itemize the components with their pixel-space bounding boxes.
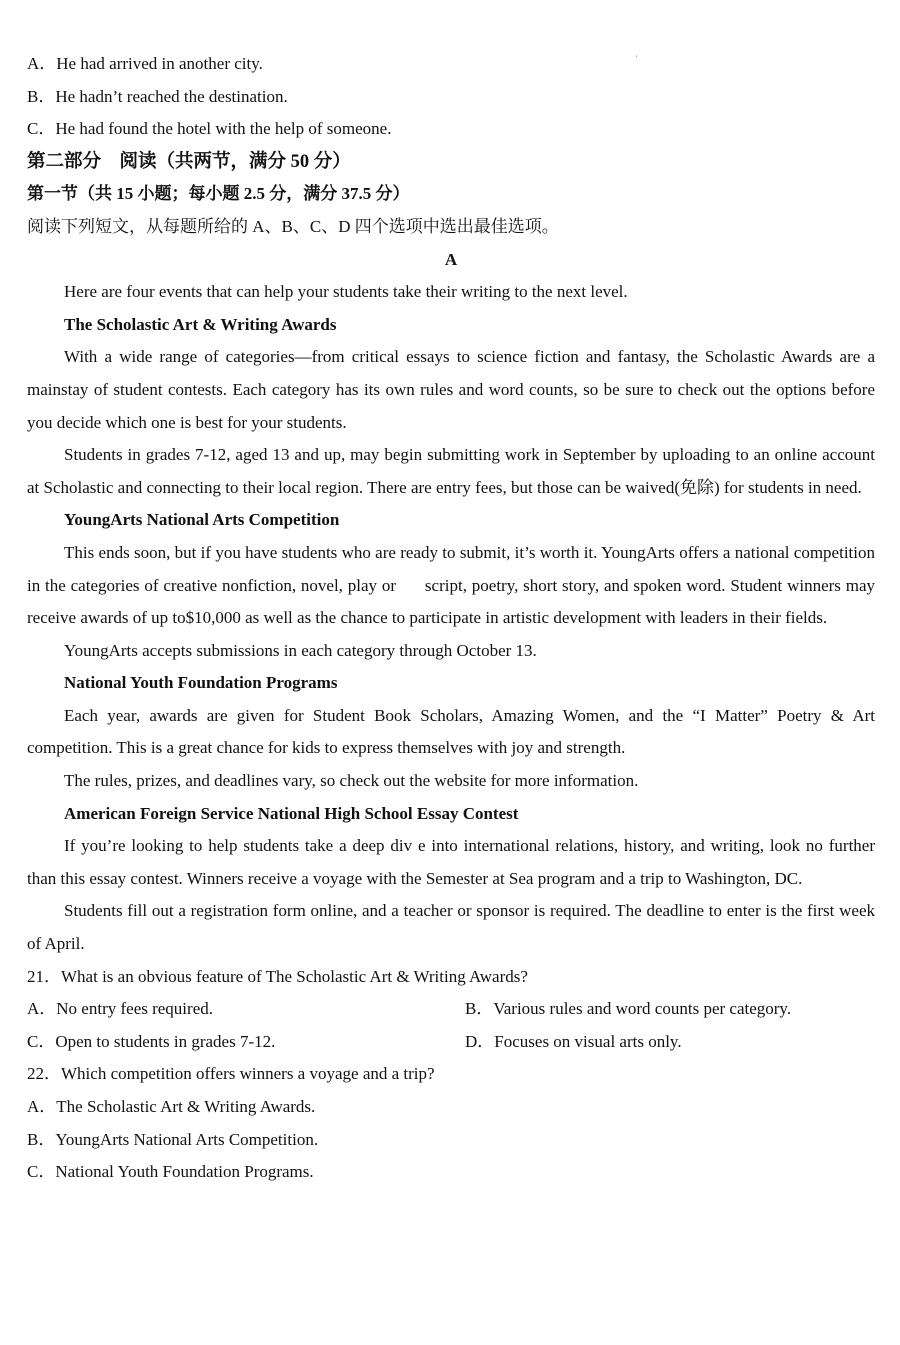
question-21-stem: 21．What is an obvious feature of The Scholastic Art & Writing Awards?: [27, 966, 528, 986]
prev-option-c: C．He had found the hotel with the help of someone.: [27, 119, 392, 139]
event-paragraph: YoungArts accepts submissions in each category through October 13.: [64, 640, 537, 660]
question-21-options-row-2: [27, 1026, 875, 1059]
event-paragraph: Students in grades 7-12, aged 13 and up, may begin submitting work in September by uploading to an online account at Scholastic and connecting to their local region. There are entry fees, but those can be waived(免除) for students in need.: [27, 445, 875, 497]
event-title-afs: American Foreign Service National High School Essay Contest: [64, 803, 519, 823]
section-title: 第二部分 阅读（共两节，满分 50 分）: [27, 151, 351, 172]
event-paragraph: Each year, awards are given for Student Book Scholars, Amazing Women, and the “I Matter” Poetry & Art competition. This is a great chance for kids to express themselves with joy and strength.: [27, 705, 875, 758]
event-title-nyf: National Youth Foundation Programs: [64, 673, 338, 693]
instructions: 阅读下列短文，从每题所给的 A、B、C、D 四个选项中选出最佳选项。: [27, 216, 559, 236]
event-title-youngarts: YoungArts National Arts Competition: [64, 510, 340, 530]
event-paragraph: The rules, prizes, and deadlines vary, so check out the website for more information.: [64, 771, 639, 791]
question-22-option-a: A．The Scholastic Art & Writing Awards.: [27, 1097, 316, 1116]
exam-page: [27, 48, 880, 1189]
prev-option-a: A．He had arrived in another city.: [27, 54, 263, 73]
event-paragraph: If you’re looking to help students take a deep div e into international relations, history, and writing, look no further than this essay contest. Winners receive a voyage with the Semester at Sea program and a trip to Washington, DC.: [27, 836, 875, 888]
question-22-option-b: B．YoungArts National Arts Competition.: [27, 1129, 319, 1149]
question-21-options-row-1: [27, 993, 875, 1026]
question-21-option-b: B．Various rules and word counts per category.: [465, 999, 792, 1019]
event-paragraph: Students fill out a registration form online, and a teacher or sponsor is required. The deadline to enter is the first week of April.: [27, 901, 875, 954]
event-paragraph: This ends soon, but if you have students who are ready to submit, it’s worth it. YoungArts offers a national competition in the categories of creative nonfiction, novel, play or script, poetry, short story, and spoken word. Student winners may receive awards of up to$10,000 as well as the chance to participate in artistic development with leaders in their fields.: [27, 542, 880, 628]
passage-intro: Here are four events that can help your students take their writing to the next level.: [64, 282, 628, 302]
question-21-option-d: D．Focuses on visual arts only.: [465, 1031, 682, 1051]
scan-speck: ': [636, 54, 638, 63]
subsection-title: 第一节（共 15 小题；每小题 2.5 分，满分 37.5 分）: [27, 184, 410, 204]
question-21-option-c: C．Open to students in grades 7-12.: [27, 1031, 276, 1051]
question-22-stem: 22．Which competition offers winners a voyage and a trip?: [27, 1064, 435, 1084]
prev-option-b: B．He hadn’t reached the destination.: [27, 86, 288, 106]
passage-label: A: [444, 249, 458, 269]
event-paragraph: With a wide range of categories—from critical essays to science fiction and fantasy, the Scholastic Awards are a mainstay of student contests. Each category has its own rules and word counts, so be sure to check out the options before you decide which one is best for your students.: [27, 347, 875, 432]
question-22-option-c: C．National Youth Foundation Programs.: [27, 1162, 314, 1182]
question-21-option-a: A．No entry fees required.: [27, 999, 213, 1019]
event-title-scholastic: The Scholastic Art & Writing Awards: [64, 314, 337, 334]
